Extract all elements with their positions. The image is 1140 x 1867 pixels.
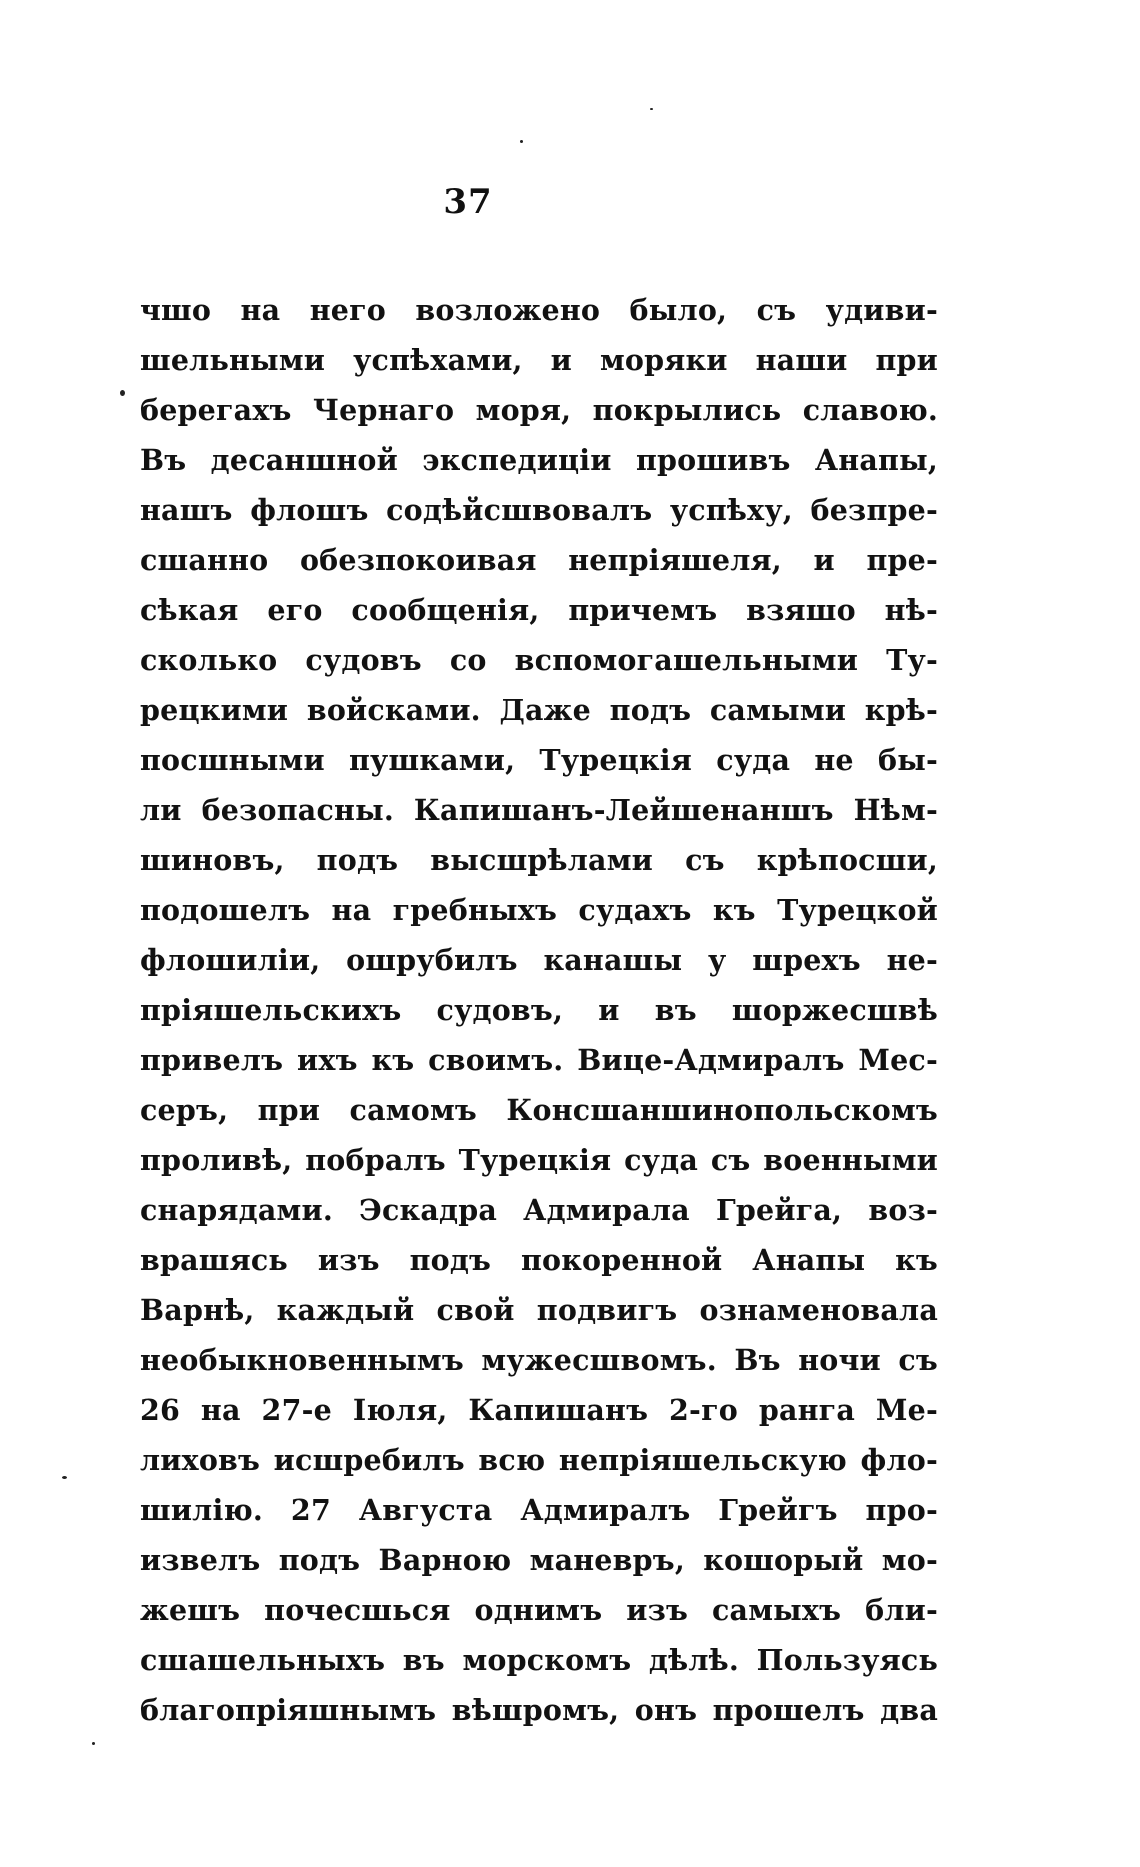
body-text [140,285,938,1735]
scan-speck [120,390,125,396]
text-line: Въ десаншной экспедиціи прошивъ Анапы, [140,443,938,477]
text-line: пріяшельскихъ судовъ, и въ шоржесшвѣ [140,993,938,1027]
scan-speck [520,140,523,143]
text-line: сшашельныхъ въ морскомъ дѣлѣ. Пользуясь [140,1643,938,1677]
text-line: берегахъ Чернаго моря, покрылись славою. [140,393,938,427]
page-number-text: 37 [443,182,493,222]
scan-speck [62,1476,67,1479]
text-line: снарядами. Эскадра Адмирала Грейга, воз- [140,1193,938,1227]
text-line: Варнѣ, каждый свой подвигъ ознаменовала [140,1293,938,1327]
text-line: подошелъ на гребныхъ судахъ къ Турецкой [140,893,938,927]
text-line: лиховъ исшребилъ всю непріяшельскую фло- [140,1443,938,1477]
text-line: проливѣ, побралъ Турецкія суда съ военными [140,1143,938,1177]
scan-speck [92,1742,95,1745]
text-line: шельными успѣхами, и моряки наши при [140,343,938,377]
text-line: шиновъ, подъ высшрѣлами съ крѣпосши, [140,843,938,877]
text-line: рецкими войсками. Даже подъ самыми крѣ- [140,693,938,727]
text-line: ли безопасны. Капишанъ-Лейшенаншъ Нѣм- [140,793,938,827]
text-line: привелъ ихъ къ своимъ. Вице-Адмиралъ Мес- [140,1043,938,1077]
scan-speck [650,108,653,110]
text-line: врашясь изъ подъ покоренной Анапы къ [140,1243,938,1277]
text-line: извелъ подъ Варною маневръ, кошорый мо- [140,1543,938,1577]
text-line: серъ, при самомъ Консшаншинопольскомъ [140,1093,938,1127]
text-line: сѣкая его сообщенія, причемъ взяшо нѣ- [140,593,938,627]
text-line: посшными пушками, Турецкія суда не бы- [140,743,938,777]
text-line: чшо на него возложено было, съ удиви- [140,293,938,327]
text-line: жешъ почесшься однимъ изъ самыхъ бли- [140,1593,938,1627]
text-line: нашъ флошъ содѣйсшвовалъ успѣху, безпре- [140,493,938,527]
text-line: 26 на 27-е Іюля, Капишанъ 2-го ранга Ме- [140,1393,938,1427]
text-line: сшанно обезпокоивая непріяшеля, и пре- [140,543,938,577]
text-line: благопріяшнымъ вѣшромъ, онъ прошелъ два [140,1693,938,1727]
text-line: сколько судовъ со вспомогашельными Ту- [140,643,938,677]
text-line: шилію. 27 Августа Адмиралъ Грейгъ про- [140,1493,938,1527]
text-line: флошиліи, ошрубилъ канашы у шрехъ не- [140,943,938,977]
page-number [0,182,1140,222]
text-line: необыкновеннымъ мужесшвомъ. Въ ночи съ [140,1343,938,1377]
